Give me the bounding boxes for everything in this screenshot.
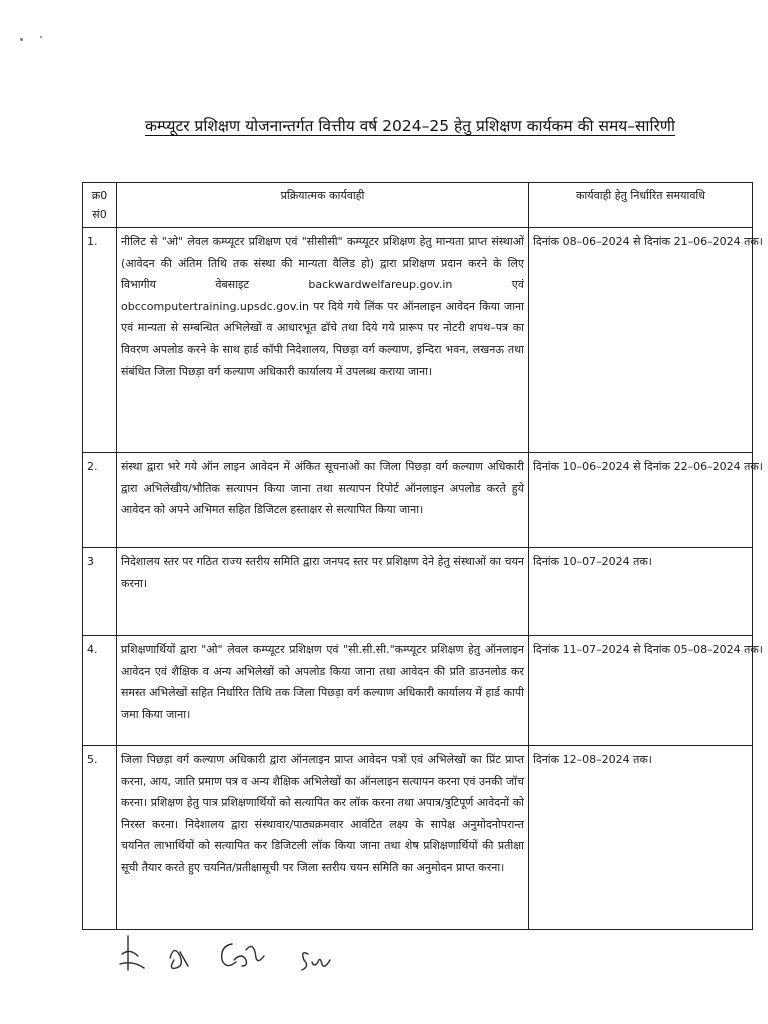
row-2-sno: 2. bbox=[83, 453, 117, 548]
row-3-sno: 3 bbox=[83, 548, 117, 636]
table-row bbox=[83, 228, 753, 453]
table-row bbox=[83, 636, 753, 746]
row-5-timeline: दिनांक 12–08–2024 तक। bbox=[529, 746, 753, 930]
table-row bbox=[83, 453, 753, 548]
row-3-action: निदेशालय स्तर पर गठित राज्य स्तरीय समिति द्वारा जनपद स्तर पर प्रशिक्षण देने हेतु संस्थाओं का चयन करना। bbox=[117, 548, 529, 636]
signature-2 bbox=[170, 950, 188, 968]
row-1-sno: 1. bbox=[83, 228, 117, 453]
row-4-timeline: दिनांक 11–07–2024 से दिनांक 05–08–2024 तक। bbox=[529, 636, 753, 746]
signature-4 bbox=[302, 953, 330, 970]
header-sno: क्र0 सं0 bbox=[83, 183, 117, 228]
row-1-timeline: दिनांक 08–06–2024 से दिनांक 21–06–2024 तक। bbox=[529, 228, 753, 453]
header-action: प्रक्रियात्मक कार्यवाही bbox=[117, 183, 529, 228]
signature-1 bbox=[120, 936, 144, 970]
row-2-action: संस्था द्वारा भरे गये ऑन लाइन आवेदन में अंकित सूचनाओं का जिला पिछड़ा वर्ग कल्याण अधिकारी द्वारा अभिलेखीय/भौतिक सत्यापन किया जाना तथा सत्यापन रिपोर्ट ऑनलाइन अपलोड करते हुये आवेदन को अपने अभिमत सहित डिजिटल हस्ताक्षर से सत्यापित किया जाना। bbox=[117, 453, 529, 548]
row-5-sno: 5. bbox=[83, 746, 117, 930]
page-title: कम्प्यूटर प्रशिक्षण योजनान्तर्गत वित्तीय वर्ष 2024–25 हेतु प्रशिक्षण कार्यकम की समय–सारिणी bbox=[144, 117, 676, 135]
row-5-action: जिला पिछड़ा वर्ग कल्याण अधिकारी द्वारा ऑनलाइन प्राप्त आवेदन पत्रों एवं अभिलेखों का प्रिंट प्राप्त करना, आय, जाति प्रमाण पत्र व अन्य शैक्षिक अभिलेखों का ऑनलाइन सत्यापन करना एवं उनकी जॉच करना। प्रशिक्षण हेतु पात्र प्रशिक्षणार्थियों को सत्यापित कर लॉक करना तथा अपात्र/त्रुटिपूर्ण आवेदनों को निरस्त करना। निदेशालय द्वारा संस्थावार/पाठ्यक्रमवार आवंटित लक्ष्य के सापेक्ष अनुमोदनोपरान्त चयनित लाभार्थियों को सत्यापित कर डिजिटली लॉक किया जाना तथा शेष प्रशिक्षणार्थियों की प्रतीक्षा सूची तैयार करते हुए चयनित/प्रतीक्षासूची पर जिला स्तरीय चयन समिति का अनुमोदन प्राप्त करना। bbox=[117, 746, 529, 930]
table-header-row bbox=[83, 183, 753, 228]
schedule-table bbox=[82, 182, 763, 930]
row-4-action: प्रशिक्षणार्थियों द्वारा "ओ" लेवल कम्प्यूटर प्रशिक्षण एवं "सी.सी.सी."कम्प्यूटर प्रशिक्षण हेतु ऑनलाइन आवेदन एवं शैक्षिक व अन्य अभिलेखों को अपलोड किया जाना तथा आवेदन की प्रति डाउनलोड कर समस्त अभिलेखों सहित निर्धारित तिथि तक जिला पिछड़ा वर्ग कल्याण अधिकारी कार्यालय में हार्ड कापी जमा किया जाना। bbox=[117, 636, 529, 746]
row-2-timeline: दिनांक 10–06–2024 से दिनांक 22–06–2024 तक। bbox=[529, 453, 753, 548]
header-timeline: कार्यवाही हेतु निर्धारित समयावधि bbox=[529, 183, 753, 228]
signature-3 bbox=[222, 944, 264, 966]
row-1-action: नीलिट से "ओ" लेवल कम्प्यूटर प्रशिक्षण एवं "सीसीसी" कम्प्यूटर प्रशिक्षण हेतु मान्यता प्राप्त संस्थाओं (आवेदन की अंतिम तिथि तक संस्था की मान्यता वैलिड हो) द्वारा प्रशिक्षण प्रदान करने के लिए विभागीय वेबसाइट backwardwelfareup.gov.in एवं obccomputertraining.upsdc.gov.in पर दिये गये लिंक पर ऑनलाइन आवेदन किया जाना एवं मान्यता से सम्बन्धित अभिलेखों व आधारभूत ढॉचे तथा दिये गये प्रारूप पर नोटरी शपथ–पत्र का विवरण अपलोड करने के साथ हार्ड कॉपी निदेशालय, पिछड़ा वर्ग कल्याण, इन्दिरा भवन, लखनऊ तथा संबंधित जिला पिछड़ा वर्ग कल्याण अधिकारी कार्यालय में उपलब्ध कराया जाना। bbox=[117, 228, 529, 453]
scan-speck-1 bbox=[20, 38, 23, 41]
table-row bbox=[83, 746, 753, 930]
table-row bbox=[83, 548, 753, 636]
row-4-sno: 4. bbox=[83, 636, 117, 746]
scan-speck-2 bbox=[40, 36, 42, 38]
row-3-timeline: दिनांक 10–07–2024 तक। bbox=[529, 548, 753, 636]
handwritten-signatures bbox=[108, 930, 368, 980]
